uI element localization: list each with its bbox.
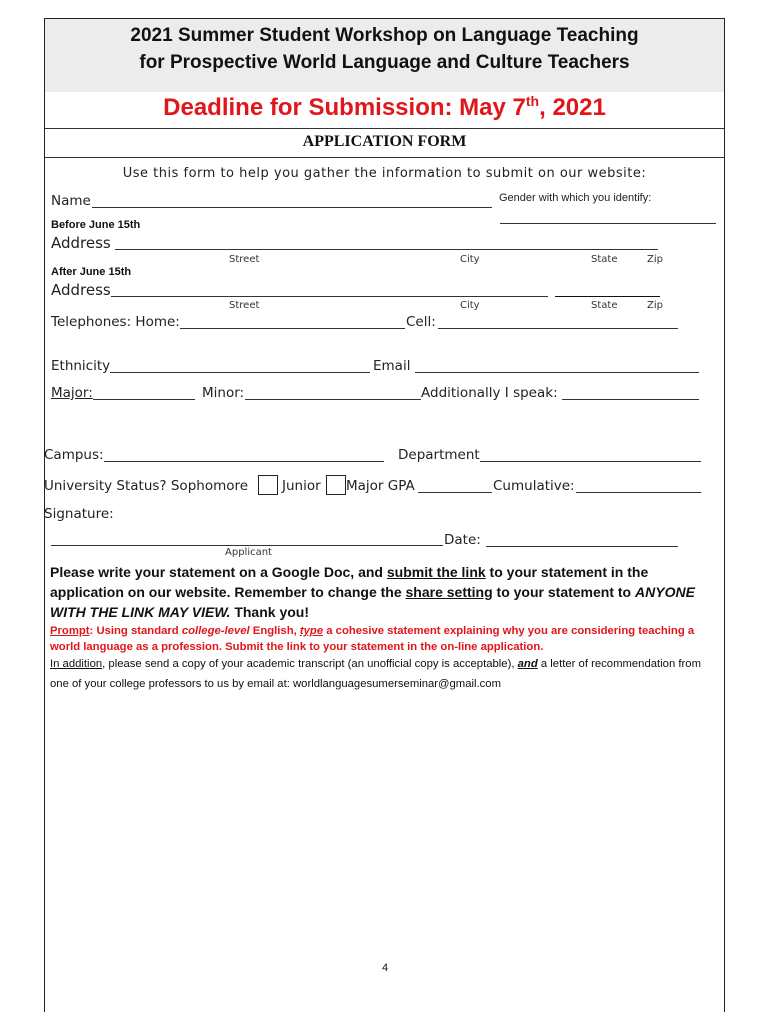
major-gpa-field[interactable] — [418, 492, 492, 493]
state-zip-field-2[interactable] — [555, 296, 660, 297]
campus-field[interactable] — [104, 461, 384, 462]
junior-checkbox[interactable] — [326, 475, 346, 495]
signature-field[interactable] — [51, 545, 443, 546]
speak-field[interactable] — [562, 399, 699, 400]
form-title: APPLICATION FORM — [302, 133, 467, 150]
page-number: 4 — [381, 962, 389, 974]
prompt-label: Prompt — [50, 625, 90, 637]
department-label: Department — [398, 447, 480, 463]
junior-label: Junior — [282, 478, 321, 494]
prompt-text — [50, 623, 720, 655]
email-label: Email — [373, 358, 411, 374]
ethnicity-field[interactable] — [110, 372, 370, 373]
name-label: Name — [51, 193, 91, 209]
deadline-sup: th — [525, 93, 540, 109]
sophomore-checkbox[interactable] — [258, 475, 278, 495]
prompt-italic: college-level — [181, 625, 250, 637]
speak-label: Additionally I speak: — [421, 385, 558, 401]
date-label: Date: — [444, 532, 481, 548]
prompt-text-a: : Using standard — [89, 625, 182, 637]
minor-field[interactable] — [245, 399, 421, 400]
title-line-2: for Prospective World Language and Culture Teachers — [139, 52, 630, 73]
ethnicity-label: Ethnicity — [51, 358, 111, 374]
p1-text-a: Please write your statement on a Google Doc, and — [50, 564, 387, 580]
addition-text-a: , please send a copy of your academic transcript (an unofficial copy is acceptable), — [102, 658, 518, 670]
after-june-label: After June 15th — [51, 266, 132, 278]
date-field[interactable] — [486, 546, 678, 547]
address-field-2[interactable] — [111, 296, 548, 297]
applicant-label: Applicant — [225, 547, 272, 558]
form-intro: Use this form to help you gather the information to submit on our website: — [122, 166, 647, 181]
state-label-2: State — [591, 300, 618, 311]
p1-text-c: to your statement to — [492, 584, 636, 600]
major-label: Major: — [51, 385, 93, 401]
addition-and: and — [517, 658, 538, 670]
deadline-prefix: Deadline for Submission: May 7 — [163, 94, 526, 121]
cell-label: Cell: — [406, 314, 436, 330]
email-field[interactable] — [415, 372, 699, 373]
gender-field[interactable] — [500, 223, 716, 224]
major-field[interactable] — [93, 399, 195, 400]
prompt-text-c: a cohesive statement explaining why you are considering teaching a world language as a profession. Submit the link to your statement in the on-line application. — [50, 625, 695, 653]
addition-text — [50, 654, 720, 694]
deadline-suffix: , 2021 — [539, 94, 606, 121]
name-field[interactable] — [92, 207, 492, 208]
street-label-2: Street — [229, 300, 260, 311]
prompt-text-b: English, — [249, 625, 300, 637]
cumulative-field[interactable] — [576, 492, 701, 493]
home-phone-field[interactable] — [180, 328, 405, 329]
signature-label: Signature: — [44, 506, 114, 522]
p1-text-b: to your statement in the application on our website. Remember to change the — [50, 564, 649, 600]
before-june-label: Before June 15th — [51, 219, 141, 231]
prompt-type: type — [299, 625, 324, 637]
campus-label: Campus: — [44, 447, 104, 463]
telephones-label: Telephones: Home: — [51, 314, 180, 330]
addition-text-b: a letter of recommendation from one of your college professors to us by email at: worldlanguagesumerseminar@gmail.com — [50, 658, 701, 690]
department-field[interactable] — [480, 461, 701, 462]
statement-instructions — [50, 562, 710, 622]
city-label-1: City — [460, 254, 480, 265]
anyone-link-text: ANYONE WITH THE LINK MAY VIEW. — [50, 584, 695, 620]
frame-right-border — [724, 18, 725, 1012]
deadline — [45, 93, 724, 122]
p1-text-d: Thank you! — [230, 604, 309, 620]
major-gpa-label: Major GPA — [346, 478, 415, 494]
state-label-1: State — [591, 254, 618, 265]
address-label-2: Address — [51, 281, 111, 299]
city-label-2: City — [460, 300, 480, 311]
divider-2 — [45, 157, 724, 158]
cell-phone-field[interactable] — [438, 328, 678, 329]
divider-1 — [45, 128, 724, 129]
zip-label-2: Zip — [647, 300, 663, 311]
address-label-1: Address — [51, 234, 111, 252]
cumulative-label: Cumulative: — [493, 478, 575, 494]
status-label: University Status? Sophomore — [44, 478, 249, 494]
title-line-1: 2021 Summer Student Workshop on Language Teaching — [130, 25, 639, 46]
zip-label-1: Zip — [647, 254, 663, 265]
street-label-1: Street — [229, 254, 260, 265]
addition-label: In addition — [50, 658, 103, 670]
share-setting-text: share setting — [405, 584, 493, 600]
gender-label: Gender with which you identify: — [499, 192, 652, 204]
submit-link-text: submit the link — [386, 564, 486, 580]
address-field-1[interactable] — [115, 249, 658, 250]
minor-label: Minor: — [202, 385, 245, 401]
